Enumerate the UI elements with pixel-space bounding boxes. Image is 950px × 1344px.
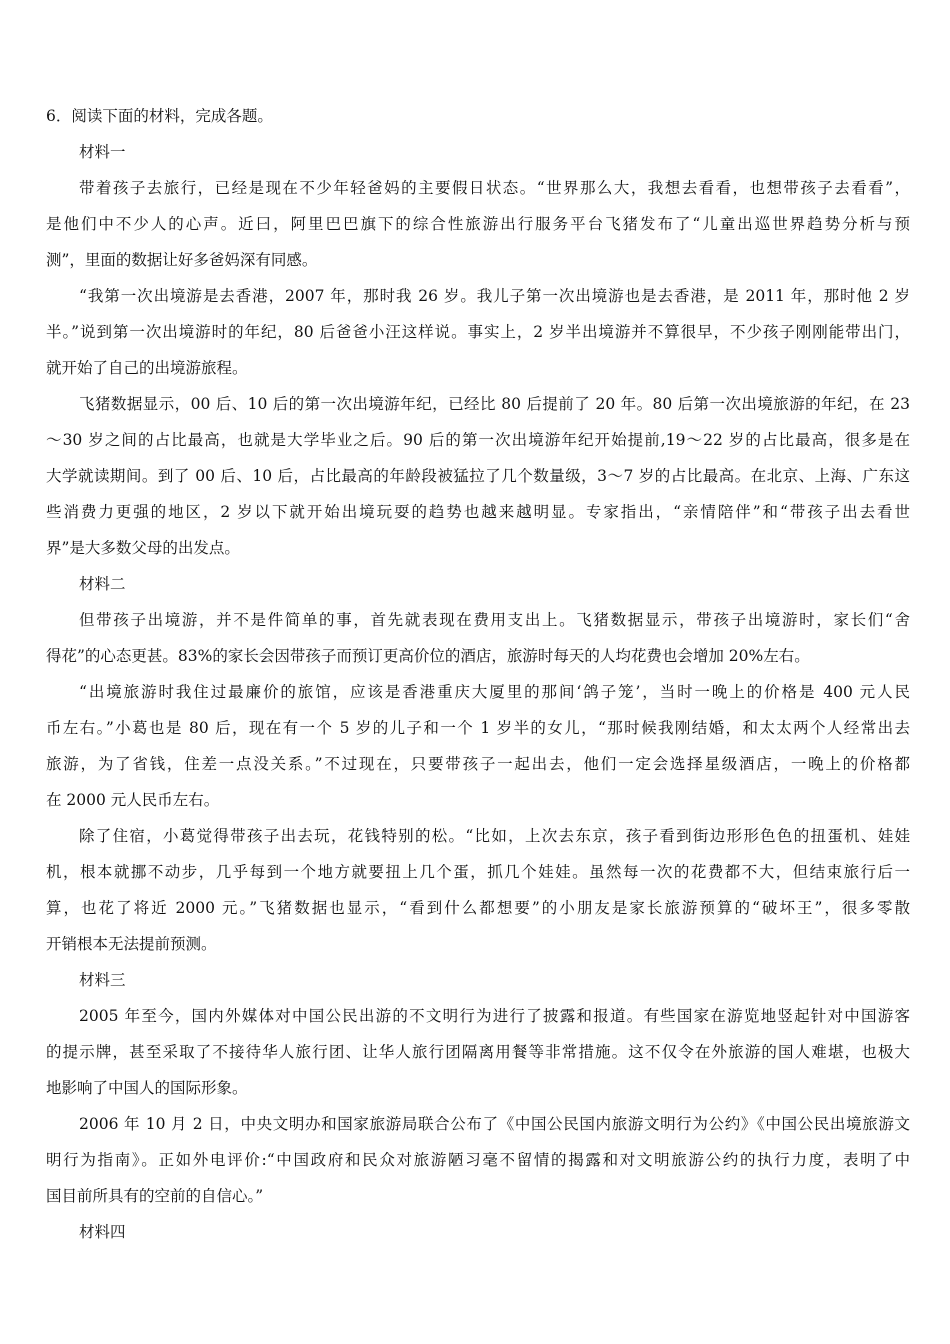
paragraph-line: 飞猪数据显示，00 后、10 后的第一次出境游年纪，已经比 80 后提前了 20 年。80 后第一次出境旅游的年纪，在 23 [79,395,910,413]
material-section [46,1214,910,1250]
paragraph-line: 大学就读期间。到了 00 后、10 后，占比最高的年龄段被猛拉了几个数量级，3～7 岁的占比最高。在北京、上海、广东这 [46,467,910,485]
paragraph-line: 旅游，为了省钱，住差一点没关系。”不过现在，只要带孩子一起出去，他们一定会选择星级酒店，一晚上的价格都 [46,755,910,773]
question-title: 6．阅读下面的材料，完成各题。 [46,107,273,125]
paragraph [46,674,910,818]
paragraph-line: 但带孩子出境游，并不是件简单的事，首先就表现在费用支出上。飞猪数据显示，带孩子出境游时，家长们“舍 [79,611,910,629]
document-page [46,98,910,1250]
material-section [46,566,910,962]
material-heading: 材料二 [79,575,126,593]
paragraph-line: 在 2000 元人民币左右。 [46,791,220,809]
paragraph [46,170,910,278]
paragraph [46,818,910,962]
paragraph-line: 的提示牌，甚至采取了不接待华人旅行团、让华人旅行团隔离用餐等非常措施。这不仅令在外旅游的国人难堪，也极大 [46,1043,910,1061]
paragraph-line: 是他们中不少人的心声。近曰，阿里巴巴旗下的综合性旅游出行服务平台飞猪发布了“儿童出巡世界趋势分析与预 [46,215,910,233]
paragraph-line: 机，根本就挪不动步，几乎每到一个地方就要扭上几个蛋，抓几个娃娃。虽然每一次的花费都不大，但结束旅行后一 [46,863,910,881]
material-section [46,962,910,1214]
material-section [46,134,910,566]
material-heading: 材料四 [79,1223,126,1241]
paragraph-line: 就开始了自己的出境游旅程。 [46,359,248,377]
paragraph-line: 带着孩子去旅行，已经是现在不少年轻爸妈的主要假日状态。“世界那么大，我想去看看，也想带孩子去看看”， [79,179,910,197]
paragraph-line: 2006 年 10 月 2 日，中央文明办和国家旅游局联合公布了《中国公民国内旅游文明行为公约》《中国公民出境旅游文 [79,1115,910,1133]
paragraph-line: “出境旅游时我住过最廉价的旅馆，应该是香港重庆大厦里的那间‘鸽子笼’，当时一晚上的价格是 400 元人民 [79,683,910,701]
paragraph-line: 币左右。”小葛也是 80 后，现在有一个 5 岁的儿子和一个 1 岁半的女儿，“那时候我刚结婚，和太太两个人经常出去 [46,719,910,737]
paragraph-line: 得花”的心态更甚。83%的家长会因带孩子而预订更高价位的酒店，旅游时每天的人均花费也会增加 20%左右。 [46,647,810,665]
material-heading: 材料三 [79,971,126,989]
paragraph [46,278,910,386]
paragraph [46,1106,910,1214]
paragraph-line: 算，也花了将近 2000 元。”飞猪数据也显示，“看到什么都想要”的小朋友是家长旅游预算的“破坏王”，很多零散 [46,899,910,917]
paragraph-line: 明行为指南》。正如外电评价:“中国政府和民众对旅游陋习毫不留情的揭露和对文明旅游公约的执行力度，表明了中 [46,1151,910,1169]
paragraph-line: 些消费力更强的地区，2 岁以下就开始出境玩耍的趋势也越来越明显。专家指出，“亲情陪伴”和“带孩子出去看世 [46,503,910,521]
paragraph-line: ～30 岁之间的占比最高，也就是大学毕业之后。90 后的第一次出境游年纪开始提前,19～22 岁的占比最高，很多是在 [46,431,910,449]
paragraph-line: 开销根本无法提前预测。 [46,935,217,953]
paragraph-line: 2005 年至今，国内外媒体对中国公民出游的不文明行为进行了披露和报道。有些国家在游览地竖起针对中国游客 [79,1007,910,1025]
paragraph-line: 国目前所具有的空前的自信心。” [46,1187,264,1205]
paragraph-line: 地影响了中国人的国际形象。 [46,1079,248,1097]
paragraph-line: 测”，里面的数据让好多爸妈深有同感。 [46,251,318,269]
paragraph-line: 除了住宿，小葛觉得带孩子出去玩，花钱特别的松。“比如，上次去东京，孩子看到街边形形色色的扭蛋机、娃娃 [79,827,910,845]
material-heading: 材料一 [79,143,126,161]
paragraph-line: 界”是大多数父母的出发点。 [46,539,240,557]
paragraph-line: 半。”说到第一次出境游时的年纪，80 后爸爸小汪这样说。事实上，2 岁半出境游并不算很早，不少孩子刚刚能带出门， [46,323,910,341]
paragraph [46,998,910,1106]
paragraph [46,386,910,566]
paragraph [46,602,910,674]
paragraph-line: “我第一次出境游是去香港，2007 年，那时我 26 岁。我儿子第一次出境游也是去香港，是 2011 年，那时他 2 岁 [79,287,910,305]
